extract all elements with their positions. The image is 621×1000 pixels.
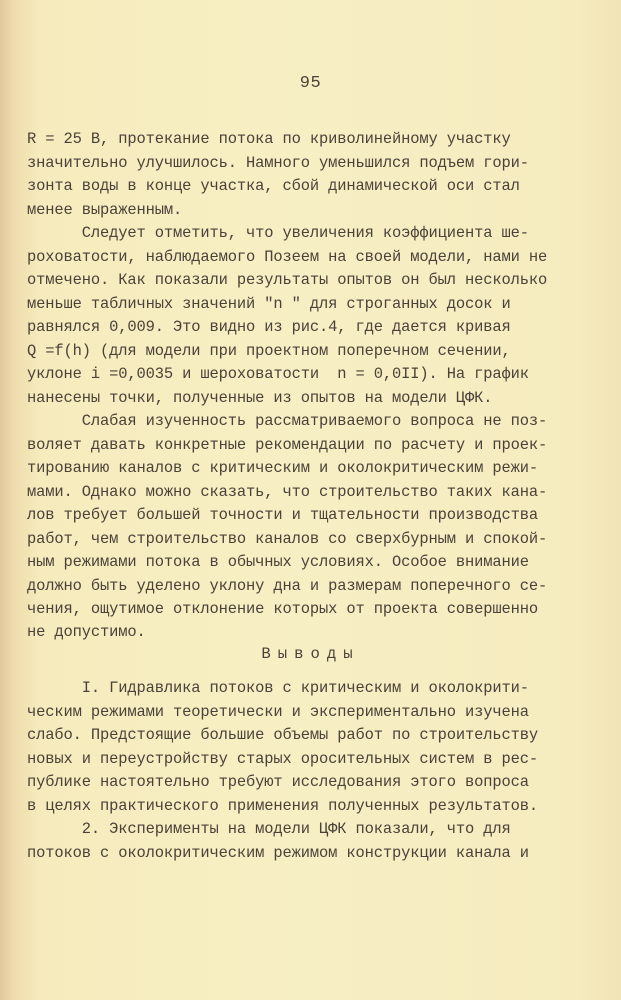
text-line: чения, ощутимое отклонение которых от проекта совершенно (27, 600, 538, 618)
text-line: должно быть уделено уклону дна и размерам поперечного се- (27, 577, 548, 595)
page-number: 95 (299, 74, 322, 93)
text-line: Следует отметить, что увеличения коэффициента ше- (27, 224, 529, 242)
text-line: 2. Эксперименты на модели ЦФК показали, что для (27, 820, 511, 838)
text-line: R = 25 В, протекание потока по криволинейному участку (27, 130, 511, 148)
text-line: тированию каналов с критическим и околокритическим режи- (27, 459, 538, 477)
text-line: роховатости, наблюдаемого Позеем на своей модели, нами не (27, 248, 548, 266)
text-line: ческим режимами теоретически и экспериментально изучена (27, 703, 529, 721)
text-line: I. Гидравлика потоков с критическим и околокрити- (27, 679, 529, 697)
text-line: равнялся 0,009. Это видно из рис.4, где дается кривая (27, 318, 511, 336)
text-line: менее выраженным. (27, 201, 183, 219)
text-line: работ, чем строительство каналов со сверхбурным и спокой- (27, 530, 548, 548)
text-line: в целях практического применения полученных результатов. (27, 797, 538, 815)
text-line: потоков с околокритическим режимом конструкции канала и (27, 844, 529, 862)
text-line: Слабая изученность рассматриваемого вопроса не поз- (27, 412, 548, 430)
text-line: меньше табличных значений "n " для строганных досок и (27, 295, 511, 313)
text-line: слабо. Предстоящие большие объемы работ по строительству (27, 726, 538, 744)
text-line: нанесены точки, полученные из опытов на модели ЦФК. (27, 389, 493, 407)
text-line: отмечено. Как показали результаты опытов он был несколько (27, 271, 548, 289)
text-line: ным режимами потока в обычных условиях. Особое внимание (27, 553, 529, 571)
text-line: Q =f(h) (для модели при проектном поперечном сечении, (27, 342, 511, 360)
text-line: лов требует большей точности и тщательности производства (27, 506, 538, 524)
text-line: воляет давать конкретные рекомендации по расчету и проек- (27, 436, 548, 454)
text-line: публике настоятельно требуют исследования этого вопроса (27, 773, 529, 791)
text-line: новых и переустройству старых оросительных систем в рес- (27, 750, 538, 768)
text-line: не допустимо. (27, 623, 146, 641)
text-line: значительно улучшилось. Намного уменьшился подъем гори- (27, 154, 529, 172)
text-line: мами. Однако можно сказать, что строительство таких кана- (27, 483, 548, 501)
text-line: зонта воды в конце участка, сбой динамической оси стал (27, 177, 520, 195)
section-heading: Выводы (261, 645, 360, 663)
text-line: уклоне i =0,0035 и шероховатости n = 0,0II). На график (27, 365, 529, 383)
